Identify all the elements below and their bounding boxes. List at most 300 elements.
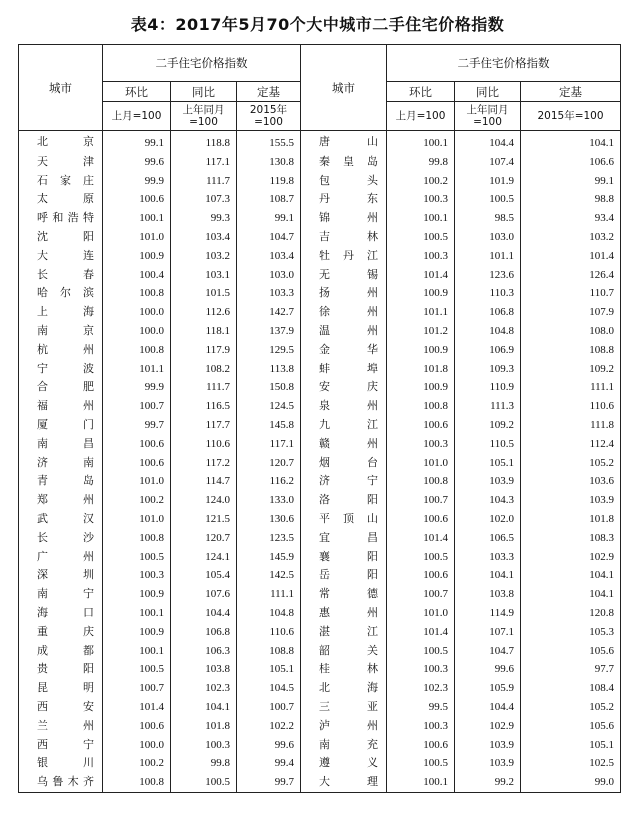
left-city-name: 济南 bbox=[19, 454, 103, 473]
table-row bbox=[19, 172, 621, 191]
left-city-base-value: 124.5 bbox=[237, 397, 301, 416]
right-city-yoy-value: 106.8 bbox=[455, 303, 521, 322]
right-city-name: 徐州 bbox=[301, 303, 387, 322]
right-city-mom-value: 101.0 bbox=[387, 454, 455, 473]
right-city-mom-value: 100.1 bbox=[387, 209, 455, 228]
right-city-name: 包头 bbox=[301, 172, 387, 191]
right-city-name: 平顶山 bbox=[301, 510, 387, 529]
right-city-name: 金华 bbox=[301, 341, 387, 360]
table-row bbox=[19, 566, 621, 585]
right-city-yoy-value: 103.8 bbox=[455, 585, 521, 604]
right-city-mom-value: 101.1 bbox=[387, 303, 455, 322]
right-city-mom-value: 101.4 bbox=[387, 266, 455, 285]
index-group-header: 二手住宅价格指数 bbox=[103, 45, 301, 82]
left-city-mom-value: 100.1 bbox=[103, 604, 171, 623]
right-city-yoy-value: 107.4 bbox=[455, 153, 521, 172]
right-city-yoy-value: 105.1 bbox=[455, 454, 521, 473]
left-city-yoy-value: 99.8 bbox=[171, 754, 237, 773]
left-city-name: 合肥 bbox=[19, 378, 103, 397]
left-city-base-value: 99.4 bbox=[237, 754, 301, 773]
left-city-mom-value: 99.1 bbox=[103, 131, 171, 153]
right-city-base-value: 93.4 bbox=[521, 209, 621, 228]
left-city-name: 福州 bbox=[19, 397, 103, 416]
right-city-name: 洛阳 bbox=[301, 491, 387, 510]
right-city-name: 湛江 bbox=[301, 623, 387, 642]
left-city-mom-value: 100.7 bbox=[103, 397, 171, 416]
mom-column-header: 环比 bbox=[387, 82, 455, 102]
left-city-name: 南昌 bbox=[19, 435, 103, 454]
right-city-base-value: 109.2 bbox=[521, 360, 621, 379]
right-city-mom-value: 101.8 bbox=[387, 360, 455, 379]
left-city-base-value: 145.8 bbox=[237, 416, 301, 435]
left-city-yoy-value: 116.5 bbox=[171, 397, 237, 416]
right-city-yoy-value: 104.1 bbox=[455, 566, 521, 585]
right-city-yoy-value: 110.5 bbox=[455, 435, 521, 454]
right-city-mom-value: 100.3 bbox=[387, 660, 455, 679]
right-city-yoy-value: 110.9 bbox=[455, 378, 521, 397]
left-city-mom-value: 101.0 bbox=[103, 228, 171, 247]
left-city-mom-value: 99.6 bbox=[103, 153, 171, 172]
table-body bbox=[19, 131, 621, 793]
right-city-name: 安庆 bbox=[301, 378, 387, 397]
right-city-name: 大理 bbox=[301, 773, 387, 792]
right-city-yoy-value: 99.6 bbox=[455, 660, 521, 679]
right-city-yoy-value: 104.4 bbox=[455, 698, 521, 717]
right-city-name: 秦皇岛 bbox=[301, 153, 387, 172]
left-city-name: 宁波 bbox=[19, 360, 103, 379]
right-city-base-value: 103.2 bbox=[521, 228, 621, 247]
left-city-name: 武汉 bbox=[19, 510, 103, 529]
left-city-name: 成都 bbox=[19, 642, 103, 661]
left-city-mom-value: 100.0 bbox=[103, 322, 171, 341]
right-city-yoy-value: 99.2 bbox=[455, 773, 521, 792]
left-city-yoy-value: 102.3 bbox=[171, 679, 237, 698]
right-city-mom-value: 100.6 bbox=[387, 510, 455, 529]
yoy-column-header: 同比 bbox=[455, 82, 521, 102]
left-city-mom-value: 100.4 bbox=[103, 266, 171, 285]
right-city-mom-value: 100.8 bbox=[387, 472, 455, 491]
table-row bbox=[19, 510, 621, 529]
left-city-name: 长沙 bbox=[19, 529, 103, 548]
left-city-mom-value: 101.1 bbox=[103, 360, 171, 379]
right-city-yoy-value: 102.0 bbox=[455, 510, 521, 529]
left-city-mom-value: 101.0 bbox=[103, 510, 171, 529]
left-city-base-value: 155.5 bbox=[237, 131, 301, 153]
right-city-base-value: 101.8 bbox=[521, 510, 621, 529]
left-city-name: 长春 bbox=[19, 266, 103, 285]
right-city-mom-value: 100.3 bbox=[387, 435, 455, 454]
table-row bbox=[19, 548, 621, 567]
table-row bbox=[19, 491, 621, 510]
left-city-base-value: 113.8 bbox=[237, 360, 301, 379]
table-row bbox=[19, 623, 621, 642]
index-group-header: 二手住宅价格指数 bbox=[387, 45, 621, 82]
left-city-yoy-value: 101.5 bbox=[171, 284, 237, 303]
table-row bbox=[19, 736, 621, 755]
yoy-column-header: 同比 bbox=[171, 82, 237, 102]
right-city-yoy-value: 123.6 bbox=[455, 266, 521, 285]
left-city-mom-value: 100.2 bbox=[103, 754, 171, 773]
left-city-yoy-value: 117.9 bbox=[171, 341, 237, 360]
city-column-header: 城市 bbox=[19, 45, 103, 131]
right-city-name: 惠州 bbox=[301, 604, 387, 623]
left-city-mom-value: 100.1 bbox=[103, 642, 171, 661]
table-row bbox=[19, 303, 621, 322]
right-city-base-value: 112.4 bbox=[521, 435, 621, 454]
table-row bbox=[19, 435, 621, 454]
right-city-name: 唐山 bbox=[301, 131, 387, 153]
left-city-base-value: 104.7 bbox=[237, 228, 301, 247]
left-city-yoy-value: 104.4 bbox=[171, 604, 237, 623]
left-city-name: 厦门 bbox=[19, 416, 103, 435]
left-city-name: 天津 bbox=[19, 153, 103, 172]
table-row bbox=[19, 773, 621, 792]
left-city-base-value: 99.7 bbox=[237, 773, 301, 792]
left-city-name: 上海 bbox=[19, 303, 103, 322]
right-city-base-value: 105.6 bbox=[521, 642, 621, 661]
right-city-name: 遵义 bbox=[301, 754, 387, 773]
right-city-base-value: 105.6 bbox=[521, 717, 621, 736]
right-city-base-value: 104.1 bbox=[521, 566, 621, 585]
right-city-mom-value: 102.3 bbox=[387, 679, 455, 698]
right-city-base-value: 98.8 bbox=[521, 190, 621, 209]
right-city-mom-value: 100.3 bbox=[387, 717, 455, 736]
left-city-yoy-value: 114.7 bbox=[171, 472, 237, 491]
right-city-name: 蚌埠 bbox=[301, 360, 387, 379]
left-city-base-value: 150.8 bbox=[237, 378, 301, 397]
right-city-yoy-value: 105.9 bbox=[455, 679, 521, 698]
left-city-yoy-value: 101.8 bbox=[171, 717, 237, 736]
left-city-mom-value: 100.9 bbox=[103, 623, 171, 642]
right-city-mom-value: 99.8 bbox=[387, 153, 455, 172]
right-city-yoy-value: 104.7 bbox=[455, 642, 521, 661]
right-city-name: 吉林 bbox=[301, 228, 387, 247]
table-row bbox=[19, 698, 621, 717]
left-city-yoy-value: 103.2 bbox=[171, 247, 237, 266]
right-city-mom-value: 101.0 bbox=[387, 604, 455, 623]
right-city-name: 宜昌 bbox=[301, 529, 387, 548]
right-city-base-value: 102.9 bbox=[521, 548, 621, 567]
left-city-yoy-value: 117.7 bbox=[171, 416, 237, 435]
right-city-base-value: 104.1 bbox=[521, 585, 621, 604]
left-city-name: 太原 bbox=[19, 190, 103, 209]
right-city-base-value: 106.6 bbox=[521, 153, 621, 172]
right-city-mom-value: 100.3 bbox=[387, 247, 455, 266]
right-city-name: 锦州 bbox=[301, 209, 387, 228]
left-city-mom-value: 99.9 bbox=[103, 378, 171, 397]
left-city-base-value: 116.2 bbox=[237, 472, 301, 491]
left-city-name: 银川 bbox=[19, 754, 103, 773]
left-city-name: 乌鲁木齐 bbox=[19, 773, 103, 792]
left-city-mom-value: 100.8 bbox=[103, 341, 171, 360]
table-row bbox=[19, 754, 621, 773]
left-city-mom-value: 100.0 bbox=[103, 736, 171, 755]
left-city-name: 贵阳 bbox=[19, 660, 103, 679]
left-city-name: 呼和浩特 bbox=[19, 209, 103, 228]
left-city-name: 南京 bbox=[19, 322, 103, 341]
left-city-mom-value: 100.9 bbox=[103, 585, 171, 604]
left-city-mom-value: 100.5 bbox=[103, 548, 171, 567]
left-city-base-value: 133.0 bbox=[237, 491, 301, 510]
left-city-yoy-value: 107.6 bbox=[171, 585, 237, 604]
right-city-mom-value: 100.9 bbox=[387, 378, 455, 397]
right-city-name: 桂林 bbox=[301, 660, 387, 679]
left-city-base-value: 99.6 bbox=[237, 736, 301, 755]
left-city-name: 重庆 bbox=[19, 623, 103, 642]
right-city-mom-value: 100.9 bbox=[387, 341, 455, 360]
table-row bbox=[19, 284, 621, 303]
table-row bbox=[19, 397, 621, 416]
table-row bbox=[19, 416, 621, 435]
left-city-yoy-value: 118.8 bbox=[171, 131, 237, 153]
fixed-base-label: 2015年=100 bbox=[521, 102, 621, 131]
left-city-name: 兰州 bbox=[19, 717, 103, 736]
left-city-yoy-value: 107.3 bbox=[171, 190, 237, 209]
right-city-yoy-value: 109.3 bbox=[455, 360, 521, 379]
left-city-name: 石家庄 bbox=[19, 172, 103, 191]
city-column-header: 城市 bbox=[301, 45, 387, 131]
left-city-name: 昆明 bbox=[19, 679, 103, 698]
left-city-yoy-value: 120.7 bbox=[171, 529, 237, 548]
table-row bbox=[19, 585, 621, 604]
right-city-base-value: 111.1 bbox=[521, 378, 621, 397]
left-city-base-value: 100.7 bbox=[237, 698, 301, 717]
mom-column-header: 环比 bbox=[103, 82, 171, 102]
left-city-yoy-value: 112.6 bbox=[171, 303, 237, 322]
right-city-yoy-value: 107.1 bbox=[455, 623, 521, 642]
left-city-base-value: 129.5 bbox=[237, 341, 301, 360]
table-row bbox=[19, 228, 621, 247]
left-city-base-value: 104.8 bbox=[237, 604, 301, 623]
left-city-base-value: 130.6 bbox=[237, 510, 301, 529]
right-city-name: 泉州 bbox=[301, 397, 387, 416]
right-city-name: 三亚 bbox=[301, 698, 387, 717]
left-city-name: 西宁 bbox=[19, 736, 103, 755]
left-city-yoy-value: 108.2 bbox=[171, 360, 237, 379]
right-city-base-value: 107.9 bbox=[521, 303, 621, 322]
left-city-base-value: 99.1 bbox=[237, 209, 301, 228]
right-city-base-value: 105.3 bbox=[521, 623, 621, 642]
table-row bbox=[19, 266, 621, 285]
right-city-mom-value: 100.6 bbox=[387, 416, 455, 435]
left-city-base-value: 111.1 bbox=[237, 585, 301, 604]
right-city-mom-value: 100.8 bbox=[387, 397, 455, 416]
table-row bbox=[19, 322, 621, 341]
right-city-yoy-value: 104.3 bbox=[455, 491, 521, 510]
right-city-yoy-value: 103.9 bbox=[455, 754, 521, 773]
left-city-base-value: 123.5 bbox=[237, 529, 301, 548]
left-city-yoy-value: 103.1 bbox=[171, 266, 237, 285]
left-city-mom-value: 100.2 bbox=[103, 491, 171, 510]
left-city-name: 郑州 bbox=[19, 491, 103, 510]
right-city-base-value: 126.4 bbox=[521, 266, 621, 285]
right-city-base-value: 99.0 bbox=[521, 773, 621, 792]
left-city-name: 大连 bbox=[19, 247, 103, 266]
left-city-mom-value: 100.1 bbox=[103, 209, 171, 228]
left-city-mom-value: 100.5 bbox=[103, 660, 171, 679]
table-row bbox=[19, 679, 621, 698]
left-city-yoy-value: 111.7 bbox=[171, 172, 237, 191]
left-city-base-value: 103.4 bbox=[237, 247, 301, 266]
table-row bbox=[19, 131, 621, 153]
table-row bbox=[19, 660, 621, 679]
right-city-name: 北海 bbox=[301, 679, 387, 698]
fixed-base-label: 2015年=100 bbox=[237, 102, 301, 131]
right-city-name: 韶关 bbox=[301, 642, 387, 661]
table-row bbox=[19, 472, 621, 491]
left-city-name: 深圳 bbox=[19, 566, 103, 585]
right-city-mom-value: 100.7 bbox=[387, 491, 455, 510]
right-city-mom-value: 101.4 bbox=[387, 529, 455, 548]
mom-base-label: 上月=100 bbox=[387, 102, 455, 131]
left-city-yoy-value: 117.1 bbox=[171, 153, 237, 172]
right-city-yoy-value: 101.1 bbox=[455, 247, 521, 266]
left-city-base-value: 102.2 bbox=[237, 717, 301, 736]
left-city-name: 杭州 bbox=[19, 341, 103, 360]
right-city-base-value: 105.1 bbox=[521, 736, 621, 755]
left-city-mom-value: 100.8 bbox=[103, 529, 171, 548]
left-city-yoy-value: 124.0 bbox=[171, 491, 237, 510]
right-city-name: 温州 bbox=[301, 322, 387, 341]
right-city-yoy-value: 102.9 bbox=[455, 717, 521, 736]
left-city-yoy-value: 105.4 bbox=[171, 566, 237, 585]
right-city-name: 无锡 bbox=[301, 266, 387, 285]
left-city-base-value: 108.7 bbox=[237, 190, 301, 209]
right-city-base-value: 103.6 bbox=[521, 472, 621, 491]
left-city-yoy-value: 103.4 bbox=[171, 228, 237, 247]
left-city-yoy-value: 100.5 bbox=[171, 773, 237, 792]
left-city-yoy-value: 118.1 bbox=[171, 322, 237, 341]
left-city-yoy-value: 106.8 bbox=[171, 623, 237, 642]
left-city-yoy-value: 103.8 bbox=[171, 660, 237, 679]
left-city-yoy-value: 99.3 bbox=[171, 209, 237, 228]
left-city-yoy-value: 110.6 bbox=[171, 435, 237, 454]
table-row bbox=[19, 190, 621, 209]
left-city-name: 广州 bbox=[19, 548, 103, 567]
right-city-name: 扬州 bbox=[301, 284, 387, 303]
right-city-mom-value: 100.1 bbox=[387, 131, 455, 153]
right-city-mom-value: 100.7 bbox=[387, 585, 455, 604]
table-row bbox=[19, 378, 621, 397]
right-city-mom-value: 100.5 bbox=[387, 642, 455, 661]
left-city-name: 北京 bbox=[19, 131, 103, 153]
left-city-mom-value: 100.8 bbox=[103, 773, 171, 792]
right-city-name: 九江 bbox=[301, 416, 387, 435]
table-row bbox=[19, 247, 621, 266]
right-city-base-value: 108.4 bbox=[521, 679, 621, 698]
right-city-yoy-value: 103.9 bbox=[455, 472, 521, 491]
right-city-mom-value: 100.2 bbox=[387, 172, 455, 191]
left-city-name: 海口 bbox=[19, 604, 103, 623]
right-city-yoy-value: 110.3 bbox=[455, 284, 521, 303]
right-city-name: 泸州 bbox=[301, 717, 387, 736]
right-city-mom-value: 100.5 bbox=[387, 548, 455, 567]
left-city-mom-value: 100.6 bbox=[103, 190, 171, 209]
right-city-yoy-value: 98.5 bbox=[455, 209, 521, 228]
left-city-mom-value: 99.7 bbox=[103, 416, 171, 435]
right-city-base-value: 120.8 bbox=[521, 604, 621, 623]
table-row bbox=[19, 604, 621, 623]
left-city-mom-value: 99.9 bbox=[103, 172, 171, 191]
right-city-name: 丹东 bbox=[301, 190, 387, 209]
left-city-yoy-value: 106.3 bbox=[171, 642, 237, 661]
left-city-base-value: 120.7 bbox=[237, 454, 301, 473]
left-city-mom-value: 100.6 bbox=[103, 435, 171, 454]
right-city-base-value: 110.6 bbox=[521, 397, 621, 416]
right-city-name: 南充 bbox=[301, 736, 387, 755]
left-city-base-value: 103.3 bbox=[237, 284, 301, 303]
right-city-base-value: 103.9 bbox=[521, 491, 621, 510]
right-city-yoy-value: 103.9 bbox=[455, 736, 521, 755]
base-column-header: 定基 bbox=[237, 82, 301, 102]
table-row bbox=[19, 153, 621, 172]
right-city-mom-value: 100.5 bbox=[387, 754, 455, 773]
right-city-mom-value: 101.2 bbox=[387, 322, 455, 341]
right-city-base-value: 110.7 bbox=[521, 284, 621, 303]
left-city-name: 西安 bbox=[19, 698, 103, 717]
right-city-yoy-value: 109.2 bbox=[455, 416, 521, 435]
right-city-base-value: 99.1 bbox=[521, 172, 621, 191]
right-city-name: 牡丹江 bbox=[301, 247, 387, 266]
yoy-base-label: 上年同月=100 bbox=[171, 102, 237, 131]
table-row bbox=[19, 209, 621, 228]
table-row bbox=[19, 341, 621, 360]
left-city-name: 青岛 bbox=[19, 472, 103, 491]
left-city-mom-value: 101.4 bbox=[103, 698, 171, 717]
left-city-base-value: 137.9 bbox=[237, 322, 301, 341]
right-city-yoy-value: 106.9 bbox=[455, 341, 521, 360]
left-city-base-value: 145.9 bbox=[237, 548, 301, 567]
price-index-table bbox=[18, 44, 621, 793]
table-row bbox=[19, 360, 621, 379]
left-city-base-value: 142.7 bbox=[237, 303, 301, 322]
left-city-name: 南宁 bbox=[19, 585, 103, 604]
left-city-base-value: 104.5 bbox=[237, 679, 301, 698]
table-title: 表4：2017年5月70个大中城市二手住宅价格指数 bbox=[130, 15, 505, 34]
right-city-mom-value: 100.6 bbox=[387, 566, 455, 585]
left-city-base-value: 142.5 bbox=[237, 566, 301, 585]
left-city-mom-value: 100.6 bbox=[103, 717, 171, 736]
left-city-yoy-value: 100.3 bbox=[171, 736, 237, 755]
table-row bbox=[19, 529, 621, 548]
left-city-name: 哈尔滨 bbox=[19, 284, 103, 303]
left-city-yoy-value: 124.1 bbox=[171, 548, 237, 567]
right-city-base-value: 101.4 bbox=[521, 247, 621, 266]
left-city-base-value: 105.1 bbox=[237, 660, 301, 679]
right-city-yoy-value: 106.5 bbox=[455, 529, 521, 548]
right-city-base-value: 108.0 bbox=[521, 322, 621, 341]
left-city-yoy-value: 121.5 bbox=[171, 510, 237, 529]
right-city-yoy-value: 103.0 bbox=[455, 228, 521, 247]
right-city-mom-value: 99.5 bbox=[387, 698, 455, 717]
right-city-mom-value: 101.4 bbox=[387, 623, 455, 642]
left-city-mom-value: 100.0 bbox=[103, 303, 171, 322]
right-city-yoy-value: 101.9 bbox=[455, 172, 521, 191]
right-city-yoy-value: 103.3 bbox=[455, 548, 521, 567]
right-city-name: 襄阳 bbox=[301, 548, 387, 567]
right-city-yoy-value: 111.3 bbox=[455, 397, 521, 416]
right-city-mom-value: 100.1 bbox=[387, 773, 455, 792]
right-city-mom-value: 100.6 bbox=[387, 736, 455, 755]
right-city-name: 岳阳 bbox=[301, 566, 387, 585]
left-city-base-value: 110.6 bbox=[237, 623, 301, 642]
right-city-name: 烟台 bbox=[301, 454, 387, 473]
right-city-yoy-value: 104.8 bbox=[455, 322, 521, 341]
right-city-base-value: 105.2 bbox=[521, 454, 621, 473]
right-city-base-value: 108.8 bbox=[521, 341, 621, 360]
left-city-base-value: 119.8 bbox=[237, 172, 301, 191]
left-city-mom-value: 100.3 bbox=[103, 566, 171, 585]
